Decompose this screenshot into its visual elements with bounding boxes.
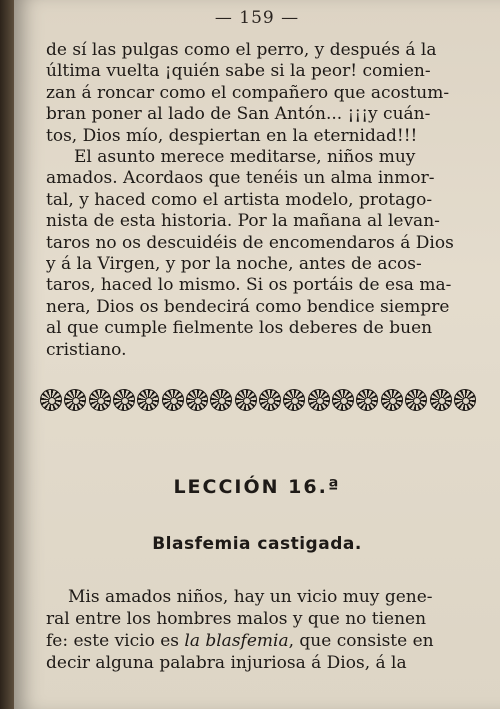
text-line: tos, Dios mío, despiertan en la eternidad!!! (46, 125, 418, 146)
rosette-ornament-icon (430, 389, 452, 411)
rosette-ornament-icon (454, 389, 476, 411)
story-ending-text (46, 40, 479, 361)
rosette-ornament-icon (259, 389, 281, 411)
lesson-body-text (46, 586, 479, 674)
text-fragment: , que consiste en (288, 631, 434, 651)
text-line: última vuelta ¡quién sabe si la peor! comien- (46, 61, 431, 82)
text-line: bran poner al lado de San Antón... ¡¡¡y cuán- (46, 104, 431, 125)
rosette-ornament-icon (332, 389, 354, 411)
book-page (14, 0, 500, 709)
text-line: zan á roncar como el compañero que acostum- (46, 82, 450, 103)
text-line (46, 630, 479, 652)
lesson-heading: LECCIÓN 16.ª (173, 476, 341, 498)
rosette-ornament-icon (356, 389, 378, 411)
text-line: y á la Virgen, y por la noche, antes de acos- (46, 254, 422, 275)
rosette-ornament-icon (64, 389, 86, 411)
rosette-ornament-icon (283, 389, 305, 411)
rosette-ornament-icon (308, 389, 330, 411)
text-line: taros no os descuidéis de encomendaros á Dios (46, 232, 454, 253)
text-line: al que cumple fielmente los deberes de buen (46, 318, 433, 339)
text-line: de sí las pulgas como el perro, y después á la (46, 40, 437, 60)
page-number: — 159 — (214, 8, 300, 28)
lesson-title: Blasfemia castigada. (152, 534, 362, 554)
rosette-ornament-icon (40, 389, 62, 411)
text-line: nista de esta historia. Por la mañana al levan- (46, 211, 440, 232)
emphasized-term: la blasfemia (184, 631, 289, 651)
rosette-ornament-icon (186, 389, 208, 411)
ornamental-divider (40, 389, 476, 413)
rosette-ornament-icon (405, 389, 427, 411)
rosette-ornament-icon (162, 389, 184, 411)
text-line: nera, Dios os bendecirá como bendice siempre (46, 296, 450, 317)
rosette-ornament-icon (381, 389, 403, 411)
rosette-ornament-icon (113, 389, 135, 411)
text-line: cristiano. (46, 339, 127, 360)
text-fragment: fe: este vicio es (46, 631, 185, 651)
rosette-ornament-icon (89, 389, 111, 411)
text-line: Mis amados niños, hay un vicio muy gene- (68, 587, 433, 607)
rosette-ornament-icon (210, 389, 232, 411)
text-line: tal, y haced como el artista modelo, protago- (46, 189, 433, 210)
text-line: decir alguna palabra injuriosa á Dios, á la (46, 653, 407, 673)
text-line: taros, haced lo mismo. Si os portáis de esa ma- (46, 275, 452, 296)
rosette-ornament-icon (235, 389, 257, 411)
text-line: amados. Acordaos que tenéis un alma inmor- (46, 168, 435, 189)
text-line: ral entre los hombres malos y que no tienen (46, 609, 427, 629)
rosette-ornament-icon (137, 389, 159, 411)
text-line: El asunto merece meditarse, niños muy (74, 147, 416, 168)
